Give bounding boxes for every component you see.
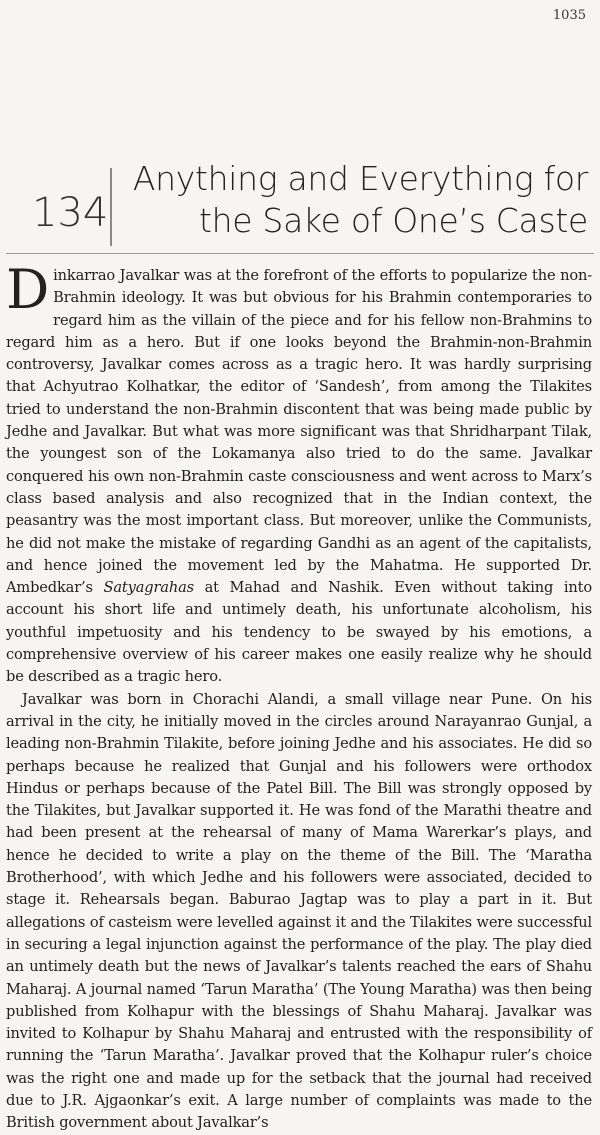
chapter-title-line-2: the Sake of One’s Caste (198, 201, 588, 240)
page-number: 1035 (552, 8, 586, 23)
header-rule (6, 253, 594, 254)
chapter-title (133, 158, 588, 242)
paragraph-1-italic: Satyagrahas (103, 579, 194, 597)
paragraph-1 (6, 258, 592, 689)
title-divider (110, 168, 112, 246)
drop-cap: D (6, 258, 50, 321)
chapter-title-line-1: Anything and Everything for (132, 159, 588, 198)
paragraph-1-text-a: inkarrao Javalkar was at the forefront of the efforts to popularize the non-Brahmin ideology. It was but obvious for his Brahmin contemporaries to regard him as the villain of the piece and for his fellow non-Brahmins to regard him as a hero. But if one looks beyond the Brahmin-non-Brahmin controversy, Javalkar comes across as a tragic hero. It was hardly surprising that Achyutrao Kolhatkar, the editor of ‘Sandesh’, from among the Tilakites tried to understand the non-Brahmin discontent that was being made public by Jedhe and Javalkar. But what was more significant was that Shridharpant Tilak, the youngest son of the Lokamanya also tried to do the same. Javalkar conquered his own non-Brahmin caste consciousness and went across to Marx’s class based analysis and also recognized that in the Indian context, the peasantry was the most important class. But moreover, unlike the Communists, he did not make the mistake of regarding Gandhi as an agent of the capitalists, and hence joined the movement led by the Mahatma. He supported Dr. Ambedkar’s (6, 267, 592, 597)
body-text (6, 258, 593, 1135)
paragraph-2: Javalkar was born in Chorachi Alandi, a small village near Pune. On his arrival in the city, he initially moved in the circles around Narayanrao Gunjal, a leading non-Brahmin Tilakite, before joining Jedhe and his associates. He did so perhaps because he realized that Gunjal and his followers were orthodox Hindus or perhaps because of the Patel Bill. The Bill was strongly opposed by the Tilakites, but Javalkar supported it. He was fond of the Marathi theatre and had been present at the rehearsal of many of Mama Warerkar’s plays, and hence he decided to write a play on the theme of the Bill. The ‘Maratha Brotherhood’, with which Jedhe and his followers were associated, decided to stage it. Rehearsals began. Baburao Jagtap was to play a part in it. But allegations of casteism were levelled against it and the Tilakites were successful in securing a legal injunction against the performance of the play. The play died an untimely death but the news of Javalkar’s talents reached the ears of Shahu Maharaj. A journal named ‘Tarun Maratha’ (The Young Maratha) was then being published from Kolhapur with the blessings of Shahu Maharaj. Javalkar was invited to Kolhapur by Shahu Maharaj and entrusted with the responsibility of running the ‘Tarun Maratha’. Javalkar proved that the Kolhapur ruler’s choice was the right one and made up for the setback that the journal had received due to J.R. Ajgaonkar’s exit. A large number of complaints was made to the British government about Javalkar’s (6, 690, 593, 1132)
chapter-header (6, 150, 592, 250)
chapter-number: 134 (32, 190, 109, 236)
paragraph-1-text-b: at Mahad and Nashik. Even without taking into account his short life and untimely death, his unfortunate alcoholism, his youthful impetuosity and his tendency to be swayed by his emotions, a comprehensive overview of his career makes one easily realize why he should be described as a tragic hero. (6, 579, 592, 686)
